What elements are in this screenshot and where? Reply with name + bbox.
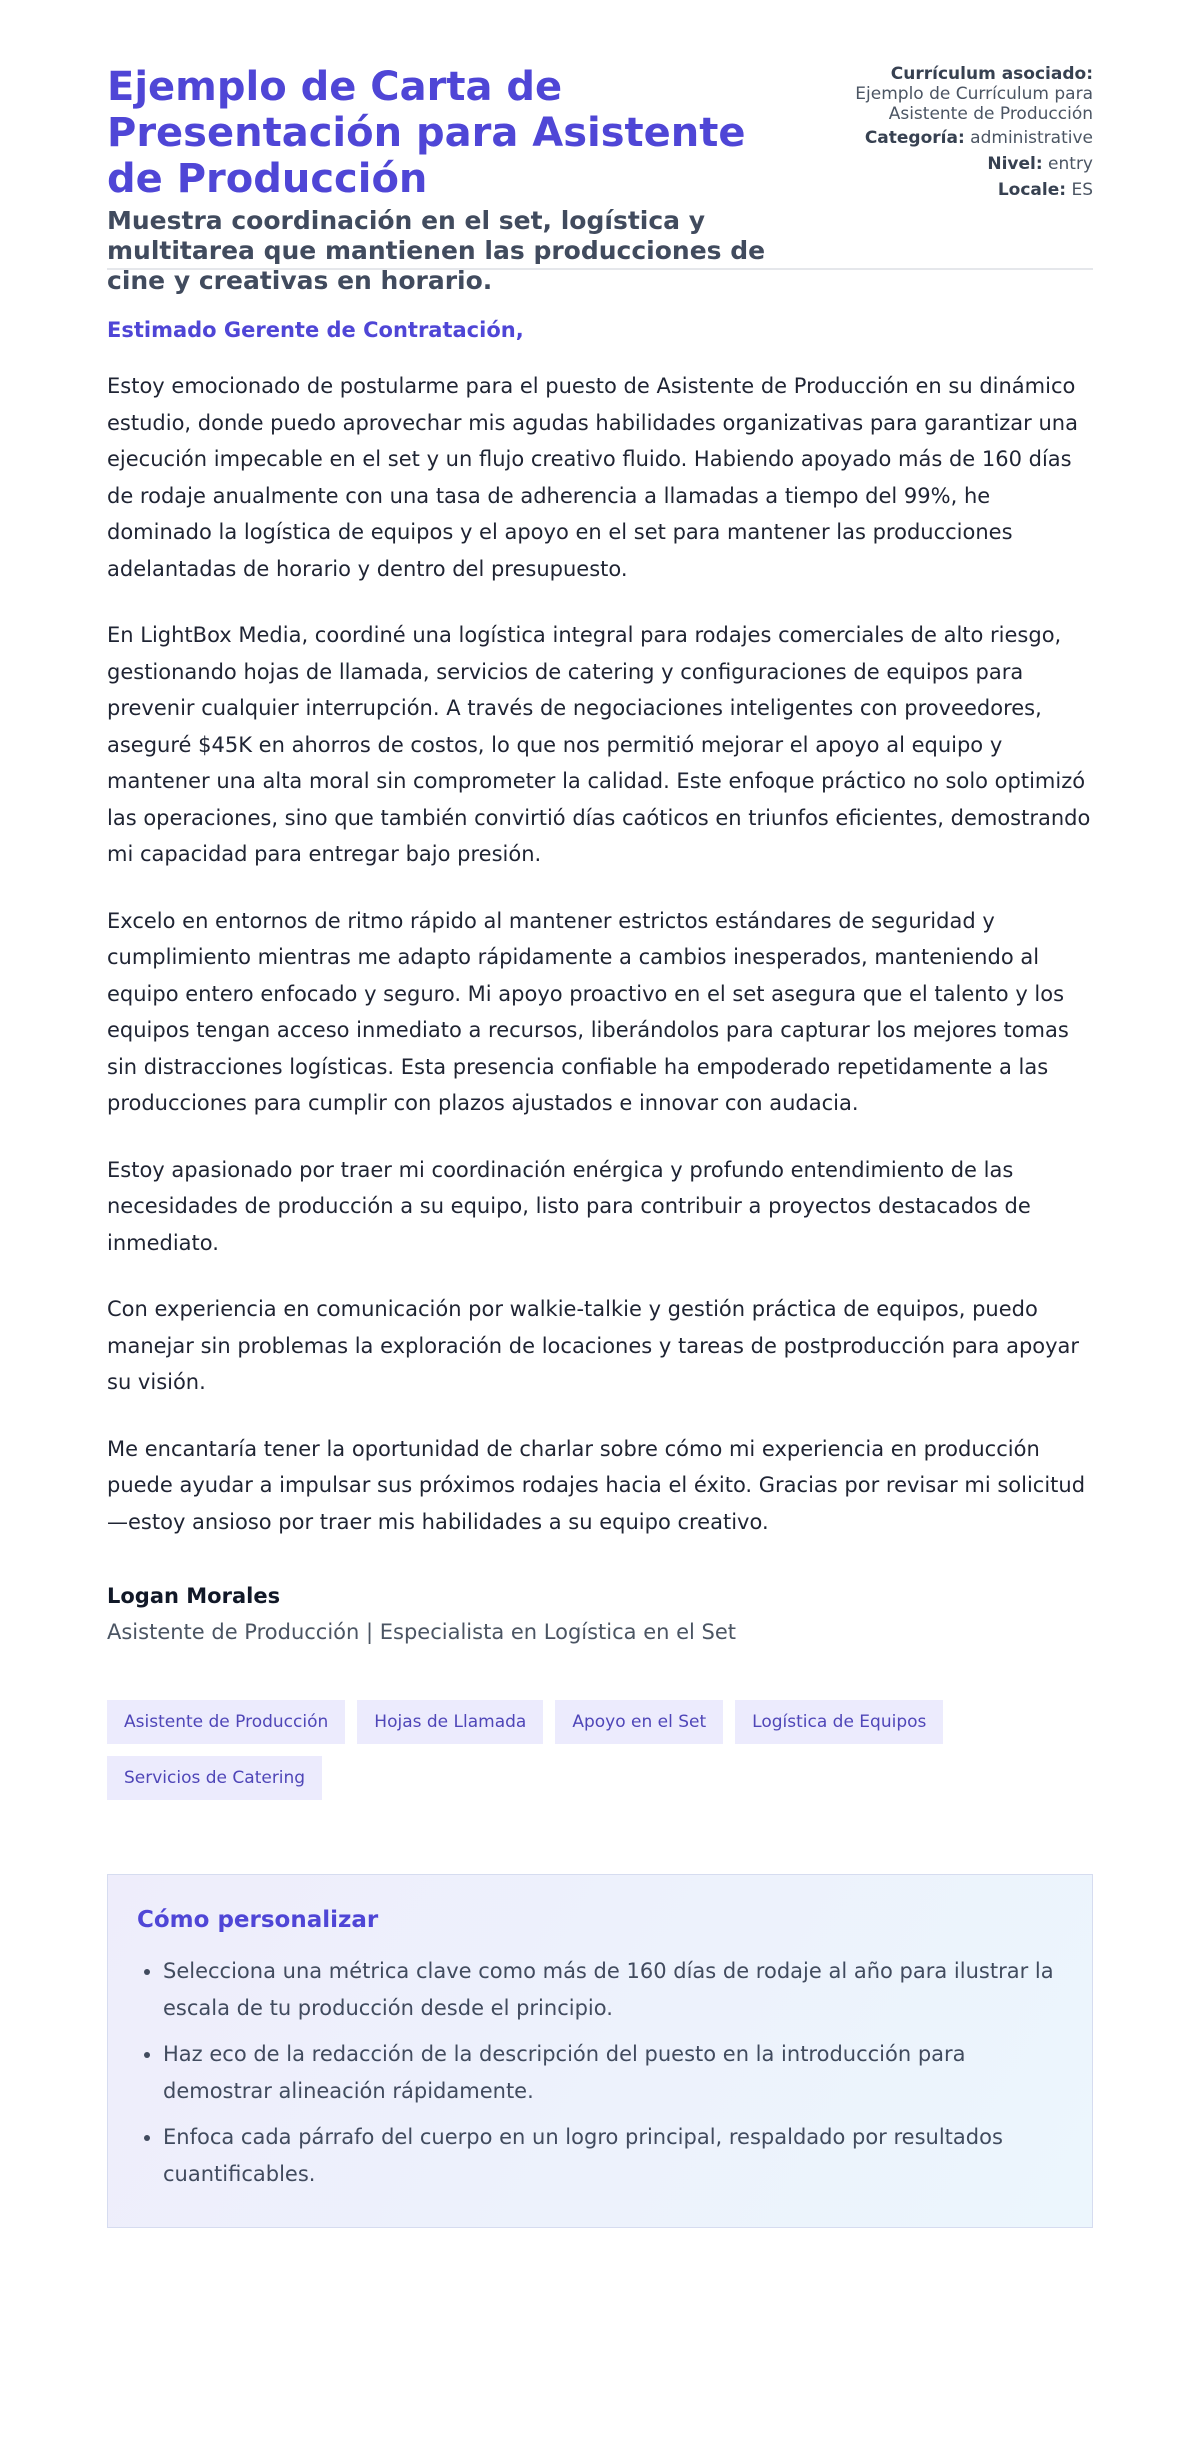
signature-name: Logan Morales xyxy=(107,1584,281,1608)
meta-category-value: administrative xyxy=(970,128,1093,148)
letter-paragraph: Excelo en entornos de ritmo rápido al mantener estrictos estándares de seguridad y cumplimiento mientras me adapto rápidamente a cambios inesperados, manteniendo al equipo entero enfocado y seguro. Mi apoyo proactivo en el set asegura que el talento y los equipos tengan acceso inmediato a recursos, liberándolos para capturar los mejores tomas sin distracciones logísticas. Esta presencia confiable ha empoderado repetidamente a las producciones para cumplir con plazos ajustados e innovar con audacia. xyxy=(107,908,1069,1115)
title-block xyxy=(107,64,807,296)
page-subtitle: Muestra coordinación en el set, logística y multitarea que mantienen las producciones de cine y creativas en horario. xyxy=(107,206,766,295)
meta-category xyxy=(783,128,1093,148)
letter-paragraph: Estoy apasionado por traer mi coordinación enérgica y profundo entendimiento de las necesidades de producción a su equipo, listo para contribuir a proyectos destacados de inmediato. xyxy=(107,1157,1031,1255)
tag[interactable]: Logística de Equipos xyxy=(735,1700,943,1744)
letter-body xyxy=(107,270,1093,2228)
meta-resume-label: Currículum asociado: xyxy=(890,64,1093,84)
meta-resume-value[interactable]: Ejemplo de Currículum para Asistente de Producción xyxy=(855,84,1093,124)
meta-panel xyxy=(783,64,1093,206)
meta-locale-value: ES xyxy=(1071,180,1093,200)
meta-level-value: entry xyxy=(1048,154,1093,174)
tip-item: • Haz eco de la redacción de la descripción del puesto en la introducción para demostrar alineación rápidamente. xyxy=(163,2036,1063,2109)
page-title: Ejemplo de Carta de Presentación para Asistente de Producción xyxy=(107,64,746,202)
tag[interactable]: Apoyo en el Set xyxy=(555,1700,723,1744)
tip-item: • Enfoca cada párrafo del cuerpo en un logro principal, respaldado por resultados cuantificables. xyxy=(163,2119,1063,2192)
customization-tips xyxy=(107,1874,1093,2228)
tag[interactable]: Servicios de Catering xyxy=(107,1756,322,1800)
letter-paragraph: Con experiencia en comunicación por walkie-talkie y gestión práctica de equipos, puedo manejar sin problemas la exploración de locaciones y tareas de postproducción para apoyar su visión. xyxy=(107,1297,1080,1394)
page-header xyxy=(107,0,1093,295)
signature-title: Asistente de Producción | Especialista en Logística en el Set xyxy=(107,1620,737,1644)
meta-level-label: Nivel: xyxy=(987,154,1043,174)
salutation: Estimado Gerente de Contratación, xyxy=(107,318,524,342)
tag[interactable]: Asistente de Producción xyxy=(107,1700,345,1744)
letter-paragraph: Estoy emocionado de postularme para el puesto de Asistente de Producción en su dinámico estudio, donde puedo aprovechar mis agudas habilidades organizativas para garantizar una ejecución impecable en el set y un flujo creativo fluido. Habiendo apoyado más de 160 días de rodaje anualmente con una tasa de adherencia a llamadas a tiempo del 99%, he dominado la logística de equipos y el apoyo en el set para mantener las producciones adelantadas de horario y dentro del presupuesto. xyxy=(107,374,1078,581)
meta-resume xyxy=(783,64,1093,124)
meta-level xyxy=(783,154,1093,174)
letter-paragraph: Me encantaría tener la oportunidad de charlar sobre cómo mi experiencia en producción puede ayudar a impulsar sus próximos rodajes hacia el éxito. Gracias por revisar mi solicitud—estoy ansioso por traer mis habilidades a su equipo creativo. xyxy=(107,1436,1086,1534)
meta-locale xyxy=(783,180,1093,200)
tips-list xyxy=(137,1953,1063,2192)
meta-locale-label: Locale: xyxy=(997,180,1067,200)
signature xyxy=(107,1582,1093,1646)
tag-list xyxy=(107,1700,1007,1800)
meta-category-label: Categoría: xyxy=(864,128,965,148)
tip-item: • Selecciona una métrica clave como más de 160 días de rodaje al año para ilustrar la escala de tu producción desde el principio. xyxy=(163,1953,1063,2026)
tips-title: Cómo personalizar xyxy=(137,1907,379,1933)
letter-paragraph: En LightBox Media, coordiné una logística integral para rodajes comerciales de alto riesgo, gestionando hojas de llamada, servicios de catering y configuraciones de equipos para prevenir cualquier interrupción. A través de negociaciones inteligentes con proveedores, aseguré $45K en ahorros de costos, lo que nos permitió mejorar el apoyo al equipo y mantener una alta moral sin comprometer la calidad. Este enfoque práctico no solo optimizó las operaciones, sino que también convirtió días caóticos en triunfos eficientes, demostrando mi capacidad para entregar bajo presión. xyxy=(107,623,1091,866)
tag[interactable]: Hojas de Llamada xyxy=(357,1700,543,1744)
